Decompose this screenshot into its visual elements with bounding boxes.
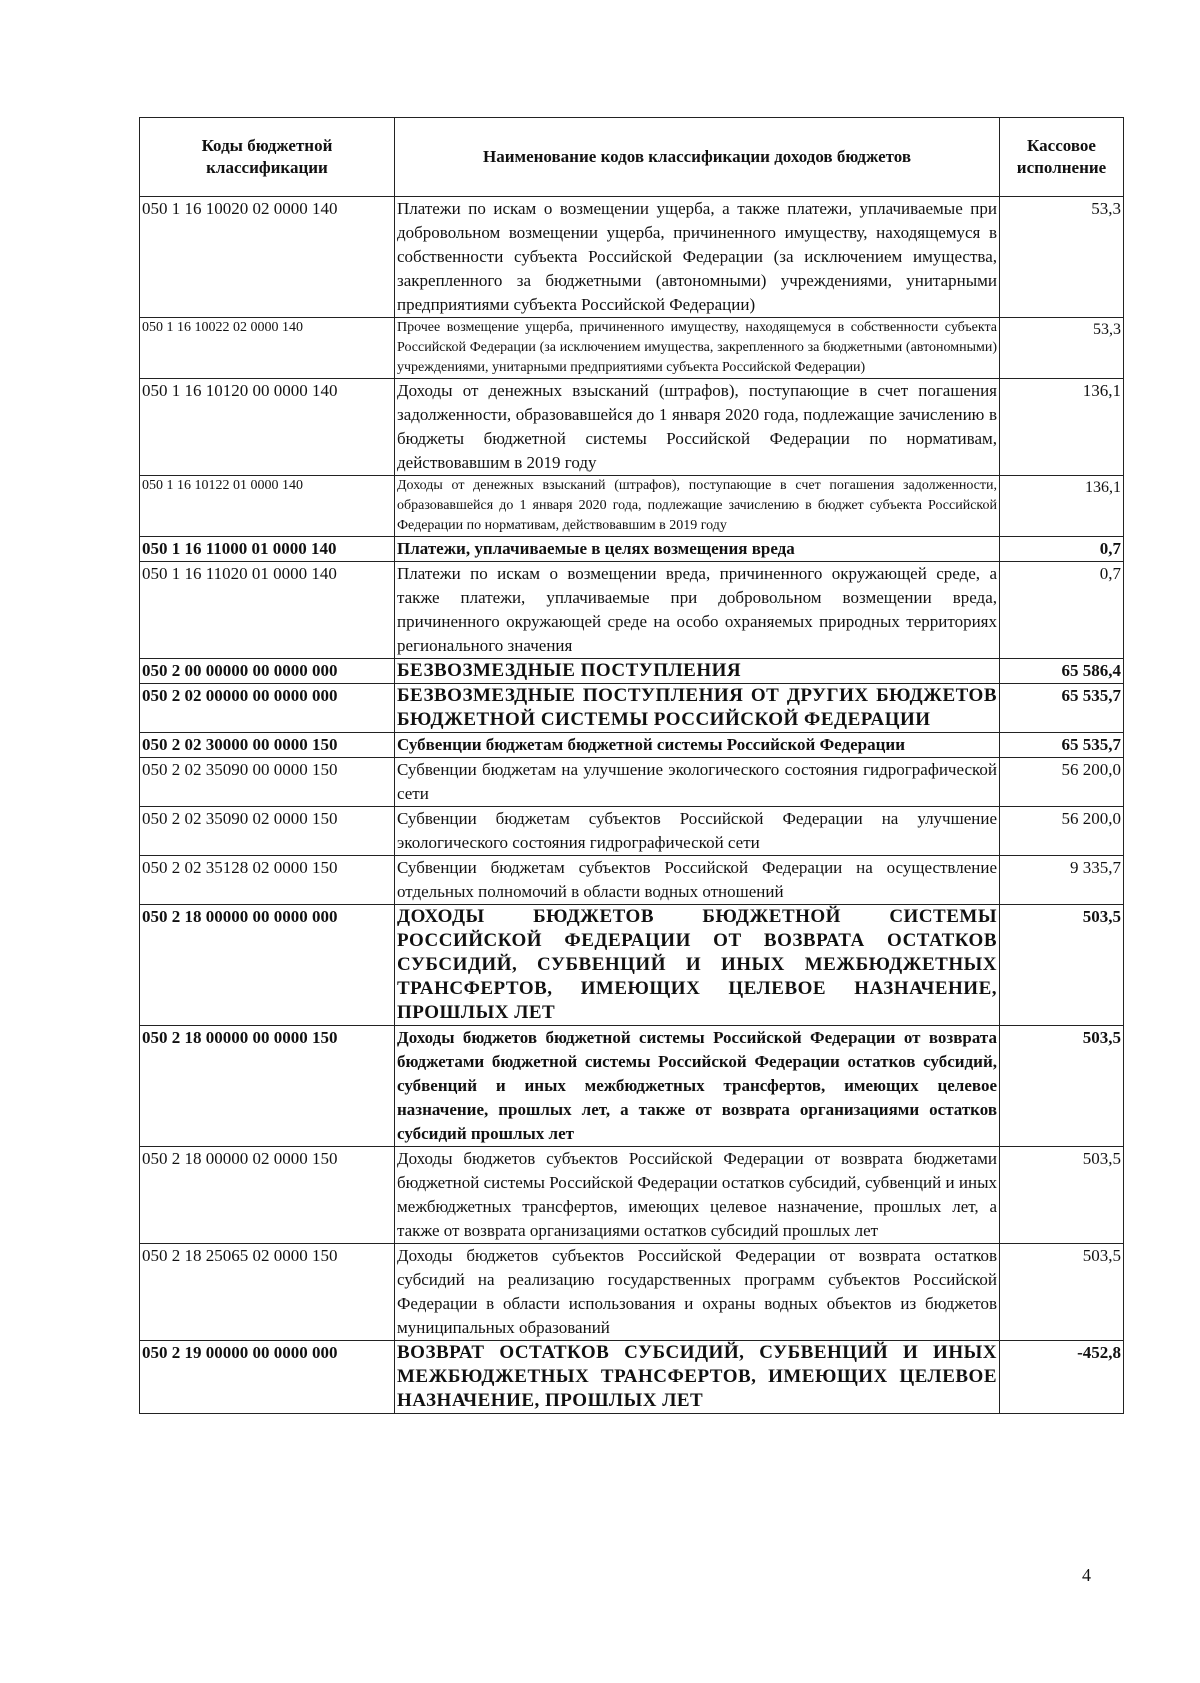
row-code: 050 1 16 10022 02 0000 140 — [140, 318, 395, 379]
table-row — [140, 1341, 1124, 1414]
table-row — [140, 1147, 1124, 1244]
table-row — [140, 905, 1124, 1026]
row-amount: 56 200,0 — [1000, 758, 1124, 807]
row-code: 050 2 02 30000 00 0000 150 — [140, 733, 395, 758]
row-amount: 0,7 — [1000, 562, 1124, 659]
row-amount: 503,5 — [1000, 905, 1124, 1026]
row-amount: 503,5 — [1000, 1026, 1124, 1147]
row-name: Платежи, уплачиваемые в целях возмещения вреда — [395, 537, 1000, 562]
row-amount: 9 335,7 — [1000, 856, 1124, 905]
row-name: Доходы бюджетов бюджетной системы Российской Федерации от возврата бюджетами бюджетной системы Российской Федерации остатков субсидий, субвенций и иных межбюджетных трансфертов, имеющих целевое назначение, прошлых лет, а также от возврата организациями остатков субсидий прошлых лет — [395, 1026, 1000, 1147]
table-row — [140, 733, 1124, 758]
row-amount: 503,5 — [1000, 1147, 1124, 1244]
page-number: 4 — [1082, 1565, 1091, 1585]
table-row — [140, 807, 1124, 856]
row-name: Доходы от денежных взысканий (штрафов), поступающие в счет погашения задолженности, образовавшейся до 1 января 2020 года, подлежащие зачислению в бюджет субъекта Российской Федерации по нормативам, действовавшим в 2019 году — [395, 476, 1000, 537]
table-row — [140, 856, 1124, 905]
row-code: 050 1 16 10122 01 0000 140 — [140, 476, 395, 537]
row-name: ДОХОДЫ БЮДЖЕТОВ БЮДЖЕТНОЙ СИСТЕМЫ РОССИЙСКОЙ ФЕДЕРАЦИИ ОТ ВОЗВРАТА ОСТАТКОВ СУБСИДИЙ, СУБВЕНЦИЙ И ИНЫХ МЕЖБЮДЖЕТНЫХ ТРАНСФЕРТОВ, ИМЕЮЩИХ ЦЕЛЕВОЕ НАЗНАЧЕНИЕ, ПРОШЛЫХ ЛЕТ — [395, 905, 1000, 1026]
table-row — [140, 1026, 1124, 1147]
row-amount: 53,3 — [1000, 318, 1124, 379]
row-code: 050 1 16 11020 01 0000 140 — [140, 562, 395, 659]
row-name: Субвенции бюджетам на улучшение экологического состояния гидрографической сети — [395, 758, 1000, 807]
table-row — [140, 476, 1124, 537]
table-row — [140, 537, 1124, 562]
header-name: Наименование кодов классификации доходов бюджетов — [395, 118, 1000, 197]
table-row — [140, 379, 1124, 476]
row-code: 050 2 02 35090 00 0000 150 — [140, 758, 395, 807]
table-row — [140, 562, 1124, 659]
header-code: Коды бюджетной классификации — [140, 118, 395, 197]
row-code: 050 1 16 11000 01 0000 140 — [140, 537, 395, 562]
row-name: Субвенции бюджетам бюджетной системы Российской Федерации — [395, 733, 1000, 758]
row-code: 050 2 18 00000 00 0000 000 — [140, 905, 395, 1026]
row-name: Субвенции бюджетам субъектов Российской Федерации на улучшение экологического состояния гидрографической сети — [395, 807, 1000, 856]
row-name: Доходы от денежных взысканий (штрафов), поступающие в счет погашения задолженности, образовавшейся до 1 января 2020 года, подлежащие зачислению в бюджеты бюджетной системы Российской Федерации по нормативам, действовавшим в 2019 году — [395, 379, 1000, 476]
row-amount: 136,1 — [1000, 476, 1124, 537]
row-code: 050 2 02 35090 02 0000 150 — [140, 807, 395, 856]
row-name: Платежи по искам о возмещении ущерба, а также платежи, уплачиваемые при добровольном возмещении ущерба, причиненного имуществу, находящемуся в собственности субъекта Российской Федерации (за исключением имущества, закрепленного за бюджетными (автономными) учреждениями, унитарными предприятиями субъекта Российской Федерации) — [395, 197, 1000, 318]
row-code: 050 2 18 00000 02 0000 150 — [140, 1147, 395, 1244]
table-row — [140, 659, 1124, 684]
header-amount: Кассовое исполнение — [1000, 118, 1124, 197]
row-name: ВОЗВРАТ ОСТАТКОВ СУБСИДИЙ, СУБВЕНЦИЙ И ИНЫХ МЕЖБЮДЖЕТНЫХ ТРАНСФЕРТОВ, ИМЕЮЩИХ ЦЕЛЕВОЕ НАЗНАЧЕНИЕ, ПРОШЛЫХ ЛЕТ — [395, 1341, 1000, 1414]
row-amount: 65 586,4 — [1000, 659, 1124, 684]
row-amount: 0,7 — [1000, 537, 1124, 562]
table-row — [140, 318, 1124, 379]
row-amount: 503,5 — [1000, 1244, 1124, 1341]
row-name: Доходы бюджетов субъектов Российской Федерации от возврата остатков субсидий на реализацию государственных программ субъектов Российской Федерации в области использования и охраны водных объектов из бюджетов муниципальных образований — [395, 1244, 1000, 1341]
row-name: Платежи по искам о возмещении вреда, причиненного окружающей среде, а также платежи, уплачиваемые при добровольном возмещении вреда, причиненного окружающей среде на особо охраняемых природных территориях регионального значения — [395, 562, 1000, 659]
row-code: 050 2 19 00000 00 0000 000 — [140, 1341, 395, 1414]
row-name: Субвенции бюджетам субъектов Российской Федерации на осуществление отдельных полномочий в области водных отношений — [395, 856, 1000, 905]
budget-revenue-table — [139, 117, 1124, 1414]
row-amount: -452,8 — [1000, 1341, 1124, 1414]
table-row — [140, 684, 1124, 733]
table-header-row — [140, 118, 1124, 197]
table-row — [140, 1244, 1124, 1341]
table-row — [140, 758, 1124, 807]
row-code: 050 2 00 00000 00 0000 000 — [140, 659, 395, 684]
row-code: 050 2 18 00000 00 0000 150 — [140, 1026, 395, 1147]
row-code: 050 1 16 10020 02 0000 140 — [140, 197, 395, 318]
row-amount: 65 535,7 — [1000, 733, 1124, 758]
row-name: БЕЗВОЗМЕЗДНЫЕ ПОСТУПЛЕНИЯ ОТ ДРУГИХ БЮДЖЕТОВ БЮДЖЕТНОЙ СИСТЕМЫ РОССИЙСКОЙ ФЕДЕРАЦИИ — [395, 684, 1000, 733]
row-name: Прочее возмещение ущерба, причиненного имуществу, находящемуся в собственности субъекта Российской Федерации (за исключением имущества, закрепленного за бюджетными (автономными) учреждениями, унитарными предприятиями субъекта Российской Федерации) — [395, 318, 1000, 379]
row-name: Доходы бюджетов субъектов Российской Федерации от возврата бюджетами бюджетной системы Российской Федерации остатков субсидий, субвенций и иных межбюджетных трансфертов, имеющих целевое назначение, прошлых лет, а также от возврата организациями остатков субсидий прошлых лет — [395, 1147, 1000, 1244]
row-code: 050 2 02 35128 02 0000 150 — [140, 856, 395, 905]
row-amount: 56 200,0 — [1000, 807, 1124, 856]
row-name: БЕЗВОЗМЕЗДНЫЕ ПОСТУПЛЕНИЯ — [395, 659, 1000, 684]
row-code: 050 2 18 25065 02 0000 150 — [140, 1244, 395, 1341]
row-code: 050 2 02 00000 00 0000 000 — [140, 684, 395, 733]
row-amount: 136,1 — [1000, 379, 1124, 476]
row-amount: 53,3 — [1000, 197, 1124, 318]
row-code: 050 1 16 10120 00 0000 140 — [140, 379, 395, 476]
row-amount: 65 535,7 — [1000, 684, 1124, 733]
table-row — [140, 197, 1124, 318]
